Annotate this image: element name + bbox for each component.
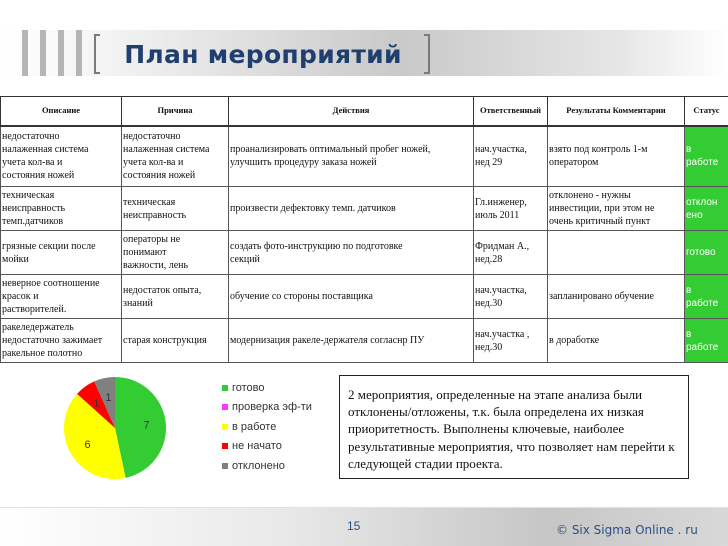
- cell-responsible: нач.участка , нед.30: [474, 319, 548, 363]
- cell-action: произвести дефектовку темп. датчиков: [229, 187, 474, 231]
- legend-item: [222, 437, 312, 457]
- cell-cause: техническая неисправность: [122, 187, 229, 231]
- legend-item: [222, 398, 312, 418]
- cell-description: неверное соотношение красок и растворителей.: [1, 275, 122, 319]
- status-badge: в работе: [685, 319, 728, 363]
- legend-label: не начато: [232, 440, 282, 453]
- legend-item: [222, 456, 312, 476]
- status-badge: готово: [685, 231, 728, 275]
- status-pie-chart: [56, 372, 176, 482]
- cell-cause: недостаточно налаженная система учета кол-ва и состояния ножей: [122, 126, 229, 187]
- pie-data-label: 6: [84, 438, 91, 451]
- cell-description: недостаточно налаженная система учета кол-ва и состояния ножей: [1, 126, 122, 187]
- table-header-row: [1, 97, 728, 126]
- legend-item: [222, 378, 312, 398]
- header-status: Статус: [685, 97, 728, 126]
- cell-result: в доработке: [548, 319, 685, 363]
- cell-cause: старая конструкция: [122, 319, 229, 363]
- header-description: Описание: [1, 97, 122, 126]
- cell-cause: операторы не понимают важности, лень: [122, 231, 229, 275]
- table-row: [1, 126, 728, 187]
- cell-responsible: нач.участка, нед.30: [474, 275, 548, 319]
- cell-result: отклонено - нужны инвестиции, при этом не очень критичный пункт: [548, 187, 685, 231]
- legend-swatch: [222, 424, 228, 430]
- cell-responsible: Фридман А., нед.28: [474, 231, 548, 275]
- table-row: [1, 275, 728, 319]
- page-number: 15: [347, 519, 361, 533]
- summary-note: 2 мероприятия, определенные на этапе анализа были отклонены/отложены, т.к. была определена их низкая приоритетность. Выполнены ключевые, наиболее результативные мероприятия, что позволяет нам перейти к следующей стадии проекта.: [339, 375, 689, 479]
- band-stripe: [40, 30, 46, 76]
- pie-slice-0: [115, 377, 166, 478]
- cell-cause: недостаток опыта, знаний: [122, 275, 229, 319]
- cell-responsible: Гл.инженер, июль 2011: [474, 187, 548, 231]
- cell-result: [548, 231, 685, 275]
- band-stripe: [58, 30, 64, 76]
- status-badge: отклон ено: [685, 187, 728, 231]
- copyright: © Six Sigma Online . ru: [556, 523, 698, 537]
- legend-swatch: [222, 385, 228, 391]
- header-results: Результаты Комментарии: [548, 97, 685, 126]
- slide-title: План мероприятий: [124, 39, 402, 69]
- band-stripe: [76, 30, 82, 76]
- cell-responsible: нач.участка, нед 29: [474, 126, 548, 187]
- pie-legend: [222, 378, 312, 476]
- cell-description: ракеледержатель недостаточно зажимает ракельное полотно: [1, 319, 122, 363]
- table-row: [1, 187, 728, 231]
- legend-label: отклонено: [232, 459, 285, 472]
- legend-swatch: [222, 404, 228, 410]
- pie-data-label: 1: [105, 392, 112, 405]
- table-row: [1, 319, 728, 363]
- cell-action: проанализировать оптимальный пробег ножей, улучшить процедуру заказа ножей: [229, 126, 474, 187]
- legend-swatch: [222, 443, 228, 449]
- cell-action: обучение со стороны поставщика: [229, 275, 474, 319]
- header-cause: Причина: [122, 97, 229, 126]
- header-responsible: Ответственный: [474, 97, 548, 126]
- cell-description: техническая неисправность темп.датчиков: [1, 187, 122, 231]
- band-stripe: [22, 30, 28, 76]
- cell-result: взято под контроль 1-м оператором: [548, 126, 685, 187]
- legend-label: в работе: [232, 420, 277, 433]
- pie-data-label: 1: [93, 397, 100, 410]
- table-row: [1, 231, 728, 275]
- cell-result: запланировано обучение: [548, 275, 685, 319]
- cell-description: грязные секции после мойки: [1, 231, 122, 275]
- cell-action: модернизация ракеле-держателя согласнр ПУ: [229, 319, 474, 363]
- legend-label: проверка эф-ти: [232, 401, 312, 414]
- pie-data-label: 7: [143, 419, 150, 432]
- legend-label: готово: [232, 381, 265, 394]
- status-badge: в работе: [685, 126, 728, 187]
- legend-item: [222, 417, 312, 437]
- action-plan-table: [0, 96, 728, 363]
- legend-swatch: [222, 463, 228, 469]
- cell-action: создать фото-инструкцию по подготовке секций: [229, 231, 474, 275]
- status-badge: в работе: [685, 275, 728, 319]
- header-actions: Действия: [229, 97, 474, 126]
